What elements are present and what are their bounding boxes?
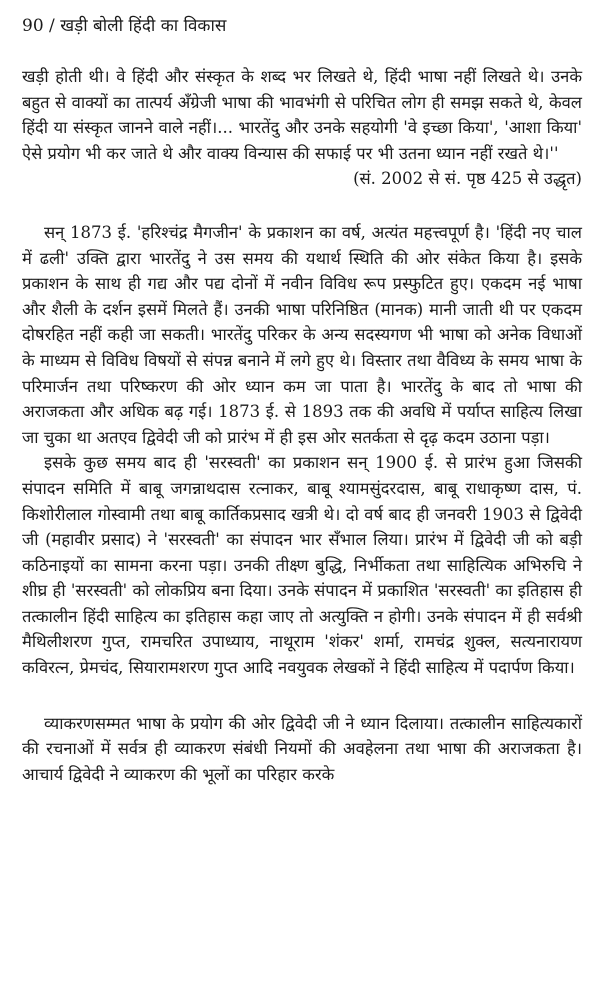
- running-header: [22, 14, 582, 38]
- paragraph-harishchandra-magazine: सन् 1873 ई. 'हरिश्चंद्र मैगजीन' के प्रकाशन का वर्ष, अत्यंत महत्त्वपूर्ण है। 'हिंदी नए चाल में ढली' उक्ति द्वारा भारतेंदु ने उस समय की यथार्थ स्थिति की ओर संकेत किया है। इसके प्रकाशन के साथ ही गद्य और पद्य दोनों में नवीन विविध रूप प्रस्फुटित हुए। एकदम नई भाषा और शैली के दर्शन इसमें मिलते हैं। उनकी भाषा परिनिष्ठित (मानक) मानी जाती थी पर एकदम दोषरहित नहीं कही जा सकती। भारतेंदु परिकर के अन्य सदस्यगण भी भाषा को अनेक विधाओं के माध्यम से विविध विषयों से संपन्न बनाने में लगे हुए थे। विस्तार तथा वैविध्य के समय भाषा के परिमार्जन तथा परिष्करण की ओर ध्यान कम जा पाता है। भारतेंदु के बाद तो भाषा की अराजकता और अधिक बढ़ गई। 1873 ई. से 1893 तक की अवधि में पर्याप्त साहित्य लिखा जा चुका था अतएव द्विवेदी जी को प्रारंभ में ही इस ओर सतर्कता से दृढ़ कदम उठाना पड़ा।: [22, 222, 582, 447]
- book-page: [22, 14, 582, 787]
- paragraph-grammar: व्याकरणसम्मत भाषा के प्रयोग की ओर द्विवेदी जी ने ध्यान दिलाया। तत्कालीन साहित्यकारों की रचनाओं में सर्वत्र ही व्याकरण संबंधी नियमों की अवहेलना तथा भाषा की अराजकता है। आचार्य द्विवेदी ने व्याकरण की भूलों का परिहार करके: [22, 713, 582, 784]
- quote-continuation: खड़ी होती थी। वे हिंदी और संस्कृत के शब्द भर लिखते थे, हिंदी भाषा नहीं लिखते थे। उनके बहुत से वाक्यों का तात्पर्य अँग्रेजी भाषा की भावभंगी से परिचित लोग ही समझ सकते थे, केवल हिंदी या संस्कृत जानने वाले नहीं।... भारतेंदु और उनके सहयोगी 'वे इच्छा किया', 'आशा किया' ऐसे प्रयोग भी कर जाते थे और वाक्य विन्यास की सफाई पर भी उतना ध्यान नहीं रखते थे।'': [22, 67, 582, 163]
- paragraph-saraswati: इसके कुछ समय बाद ही 'सरस्वती' का प्रकाशन सन् 1900 ई. से प्रारंभ हुआ जिसकी संपादन समिति में बाबू जगन्नाथदास रत्नाकर, बाबू श्यामसुंदरदास, बाबू राधाकृष्ण दास, पं. किशोरीलाल गोस्वामी तथा बाबू कार्तिकप्रसाद खत्री थे। दो वर्ष बाद ही जनवरी 1903 से द्विवेदी जी (महावीर प्रसाद) ने 'सरस्वती' का संपादन भार सँभाल लिया। प्रारंभ में द्विवेदी जी को बड़ी कठिनाइयों का सामना करना पड़ा। उनकी तीक्ष्ण बुद्धि, निर्भीकता तथा साहित्यिक अभिरुचि ने शीघ्र ही 'सरस्वती' को लोकप्रिय बना दिया। उनके संपादन में प्रकाशित 'सरस्वती' का इतिहास ही तत्कालीन हिंदी साहित्य का इतिहास कहा जाए तो अत्युक्ति न होगी। उनके संपादन में ही सर्वश्री मैथिलीशरण गुप्त, रामचरित उपाध्याय, नाथूराम 'शंकर' शर्मा, रामचंद्र शुक्ल, सत्यनारायण कविरत्न, प्रेमचंद, सियारामशरण गुप्त आदि नवयुवक लेखकों ने हिंदी साहित्य में पदार्पण किया।: [22, 453, 582, 678]
- page-number: 90: [22, 16, 44, 36]
- header-separator: /: [49, 16, 55, 36]
- quote-citation: (सं. 2002 से सं. पृष्ठ 425 से उद्धृत): [353, 169, 582, 189]
- book-title: खड़ी बोली हिंदी का विकास: [60, 16, 227, 36]
